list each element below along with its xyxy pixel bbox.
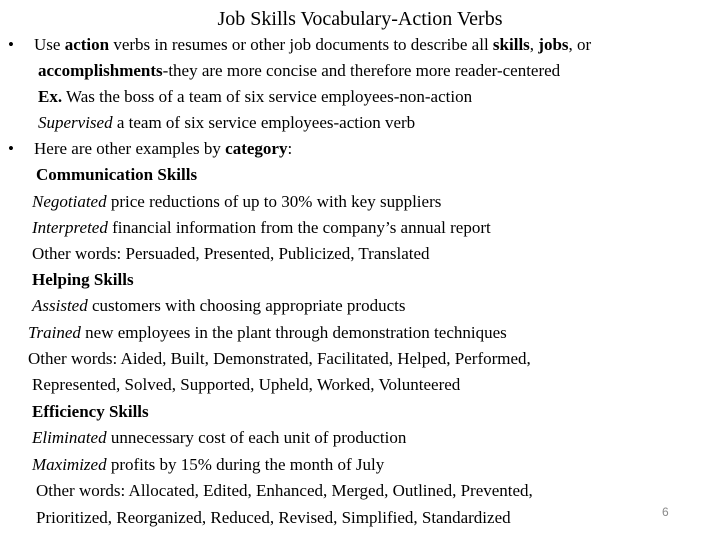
bullet-2: • [8,139,14,158]
communication-example-1 [32,191,441,213]
assisted-rest: customers with choosing appropriate products [87,296,406,315]
eliminated-rest: unnecessary cost of each unit of production [106,428,407,447]
intro-accomplishments: accomplishments [38,61,163,80]
helping-example-2 [28,322,507,344]
intro-line-1 [34,34,591,56]
intro-action: action [64,35,110,54]
negotiated-rest: price reductions of up to 30% with key suppliers [106,192,442,211]
maximized-verb: Maximized [32,455,107,474]
example-text: Was the boss of a team of six service employees-non-action [62,87,473,106]
intro-jobs: jobs [538,35,569,54]
helping-other-words-1: Other words: Aided, Built, Demonstrated, Facilitated, Helped, Performed, [28,349,531,368]
trained-rest: new employees in the plant through demonstration techniques [80,323,507,342]
communication-other-words: Other words: Persuaded, Presented, Publicized, Translated [32,244,430,263]
assisted-verb: Assisted [32,296,88,315]
efficiency-example-1 [32,427,406,449]
helping-heading: Helping Skills [32,270,134,289]
examples-category: category [225,139,288,158]
intro-use: Use [34,35,65,54]
efficiency-other-words-1: Other words: Allocated, Edited, Enhanced, Merged, Outlined, Prevented, [36,481,533,500]
bullet-1: • [8,35,14,54]
intro-line-2 [38,60,560,82]
intro-supervised-line [38,112,415,134]
maximized-rest: profits by 15% during the month of July [106,455,385,474]
supervised-rest: a team of six service employees-action verb [112,113,416,132]
examples-colon: : [287,139,293,158]
negotiated-verb: Negotiated [32,192,107,211]
interpreted-verb: Interpreted [32,218,108,237]
page-title: Job Skills Vocabulary-Action Verbs [217,8,503,30]
example-label: Ex. [38,87,63,106]
intro-comma: , [529,35,539,54]
slide-number: 6 [662,505,669,519]
communication-heading: Communication Skills [36,165,198,184]
intro-verbs-text: verbs in resumes or other job documents to describe all [109,35,493,54]
helping-example-1 [32,295,405,317]
efficiency-other-words-2: Prioritized, Reorganized, Reduced, Revised, Simplified, Standardized [36,508,511,527]
communication-example-2 [32,217,491,239]
eliminated-verb: Eliminated [32,428,107,447]
helping-other-words-2: Represented, Solved, Supported, Upheld, Worked, Volunteered [32,375,461,394]
examples-line [34,138,292,160]
intro-example-line [38,86,472,108]
examples-text: Here are other examples by [34,139,226,158]
intro-rest: -they are more concise and therefore more reader-centered [162,61,561,80]
efficiency-example-2 [32,454,384,476]
interpreted-rest: financial information from the company’s annual report [107,218,491,237]
efficiency-heading: Efficiency Skills [32,402,149,421]
intro-skills: skills [492,35,530,54]
trained-verb: Trained [28,323,81,342]
intro-or: , or [568,35,592,54]
supervised-verb: Supervised [38,113,113,132]
